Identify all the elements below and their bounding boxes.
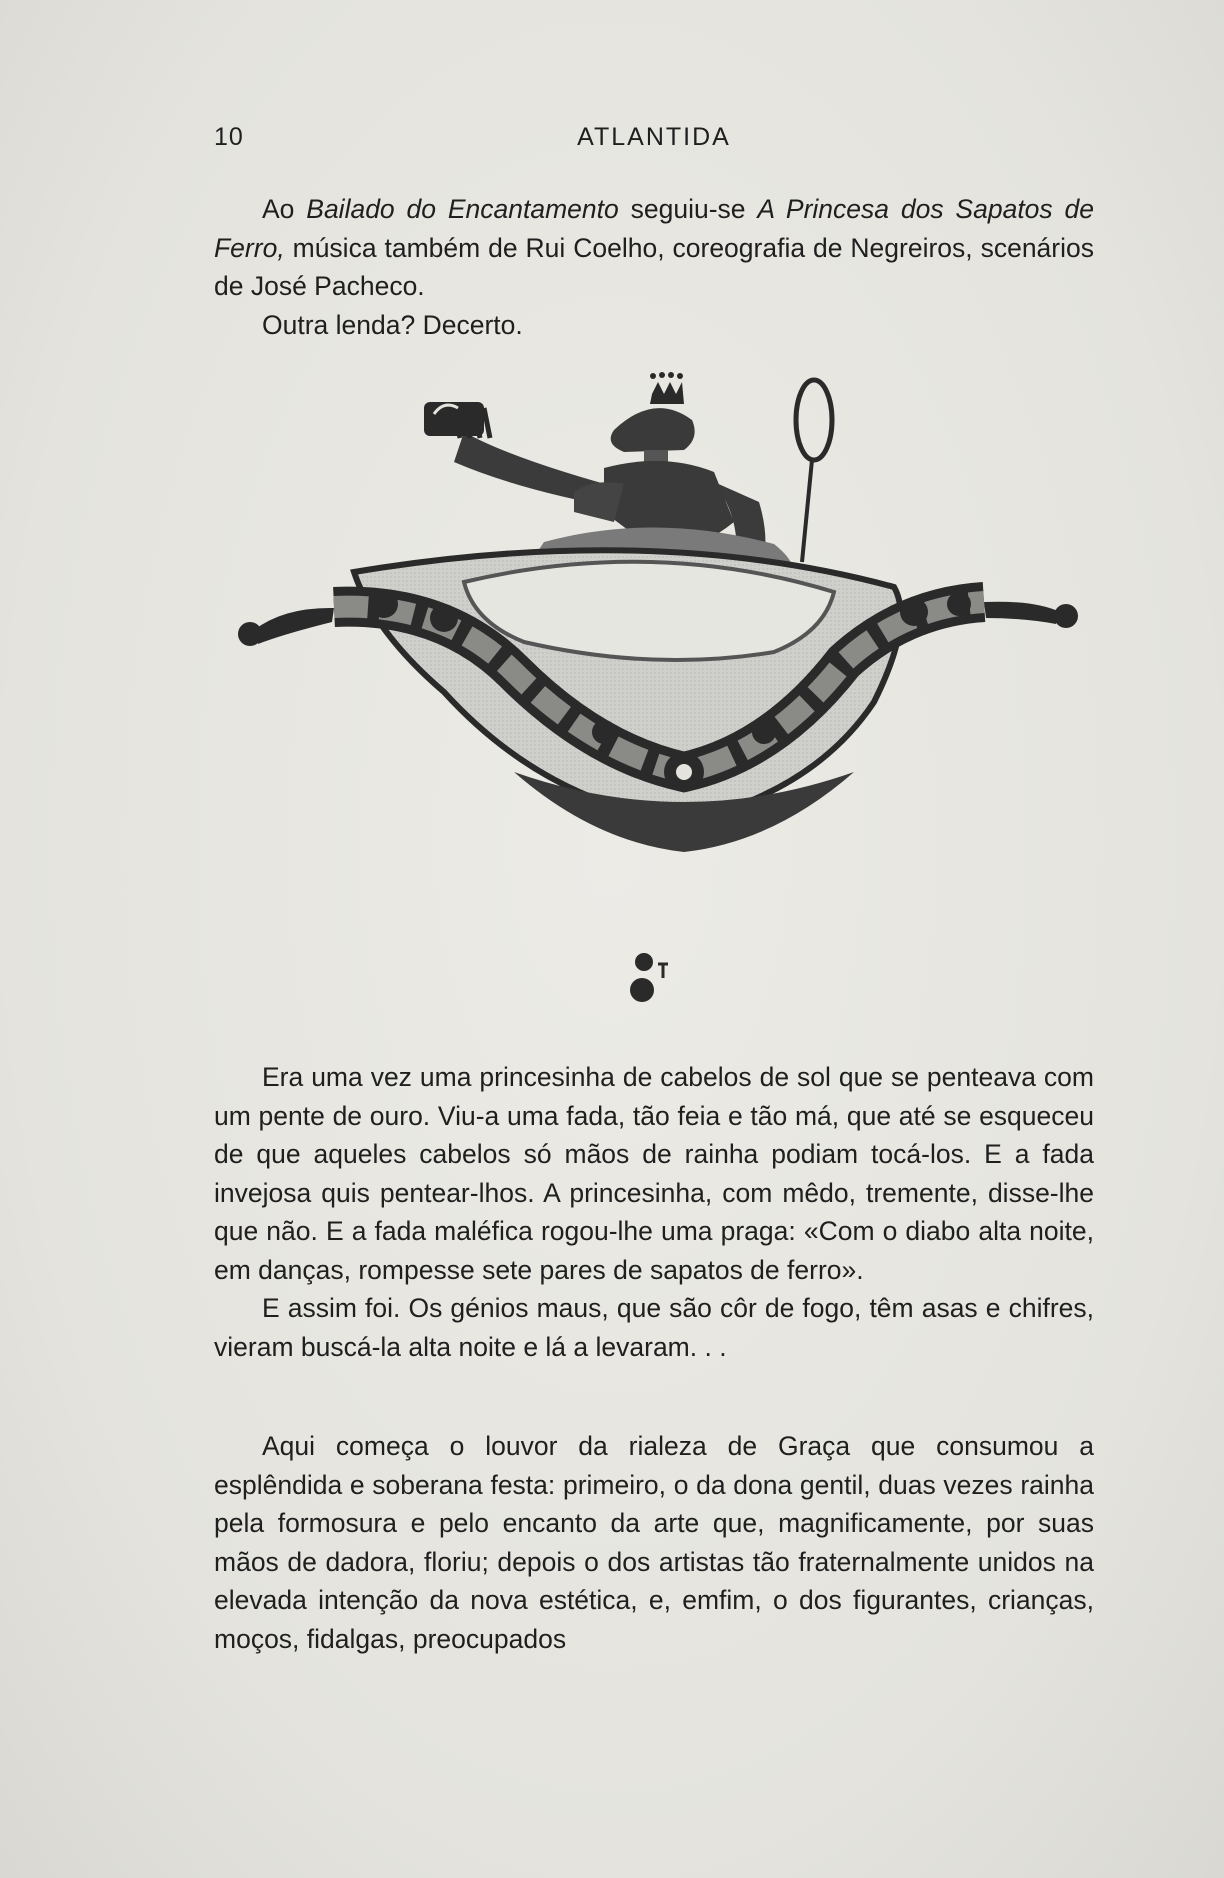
crown-icon xyxy=(650,372,684,404)
story-paragraph-2: E assim foi. Os génios maus, que são côr de fogo, têm asas e chifres, vieram buscá-la alta noite e lá a levaram. . . xyxy=(214,1293,1094,1362)
story-paragraph-1: Era uma vez uma princesinha de cabelos de sol que se penteava com um pente de ouro. Viu-a uma fada, tão feia e tão má, que até se esqueceu de que aqueles cabelos só mãos de rainha podiam tocá-los. E a fada invejosa quis pentear-lhos. A princesinha, com mêdo, tremente, disse-lhe que não. E a fada maléfica rogou-lhe uma praga: «Com o diabo alta noite, em danças, rompesse sete pares de sapatos de ferro». xyxy=(214,1062,1094,1285)
story-section xyxy=(214,1058,1094,1366)
princess-illustration xyxy=(214,372,1094,1032)
praise-paragraph: Aqui começa o louvor da rialeza de Graça que consumou a esplêndida e soberana festa: primeiro, o da dona gentil, duas vezes rainha pela formosura e pelo encanto da arte que, magnificamente, por suas mãos de dadora, floriu; depois o dos artistas tão fraternalmente unidos na elevada intenção da nova estética, e, emfim, o dos figurantes, crianças, moços, fidalgas, preocupados xyxy=(214,1431,1094,1654)
intro-paragraph xyxy=(214,190,1094,306)
running-title: ATLANTIDA xyxy=(577,123,731,151)
intro-text-b: seguiu-se xyxy=(618,194,758,224)
comb-icon xyxy=(424,402,490,438)
intro-section xyxy=(214,190,1094,344)
intro-text-c: música também de Rui Coelho, coreografia de Negreiros, scenários de José Pacheco. xyxy=(214,232,1094,301)
intro-question: Outra lenda? Decerto. xyxy=(262,309,523,340)
page-header xyxy=(214,123,1094,157)
intro-text-a: Ao xyxy=(262,194,307,224)
work-title-princesa: A Princesa dos Sapatos de Ferro, xyxy=(214,194,1094,263)
hand-mirror-icon xyxy=(796,380,832,562)
page-number: 10 xyxy=(214,123,244,151)
princess-on-cushion-drawing xyxy=(214,372,1094,1032)
praise-section xyxy=(214,1427,1094,1658)
work-title-bailado: Bailado do Encantamento xyxy=(306,194,619,224)
